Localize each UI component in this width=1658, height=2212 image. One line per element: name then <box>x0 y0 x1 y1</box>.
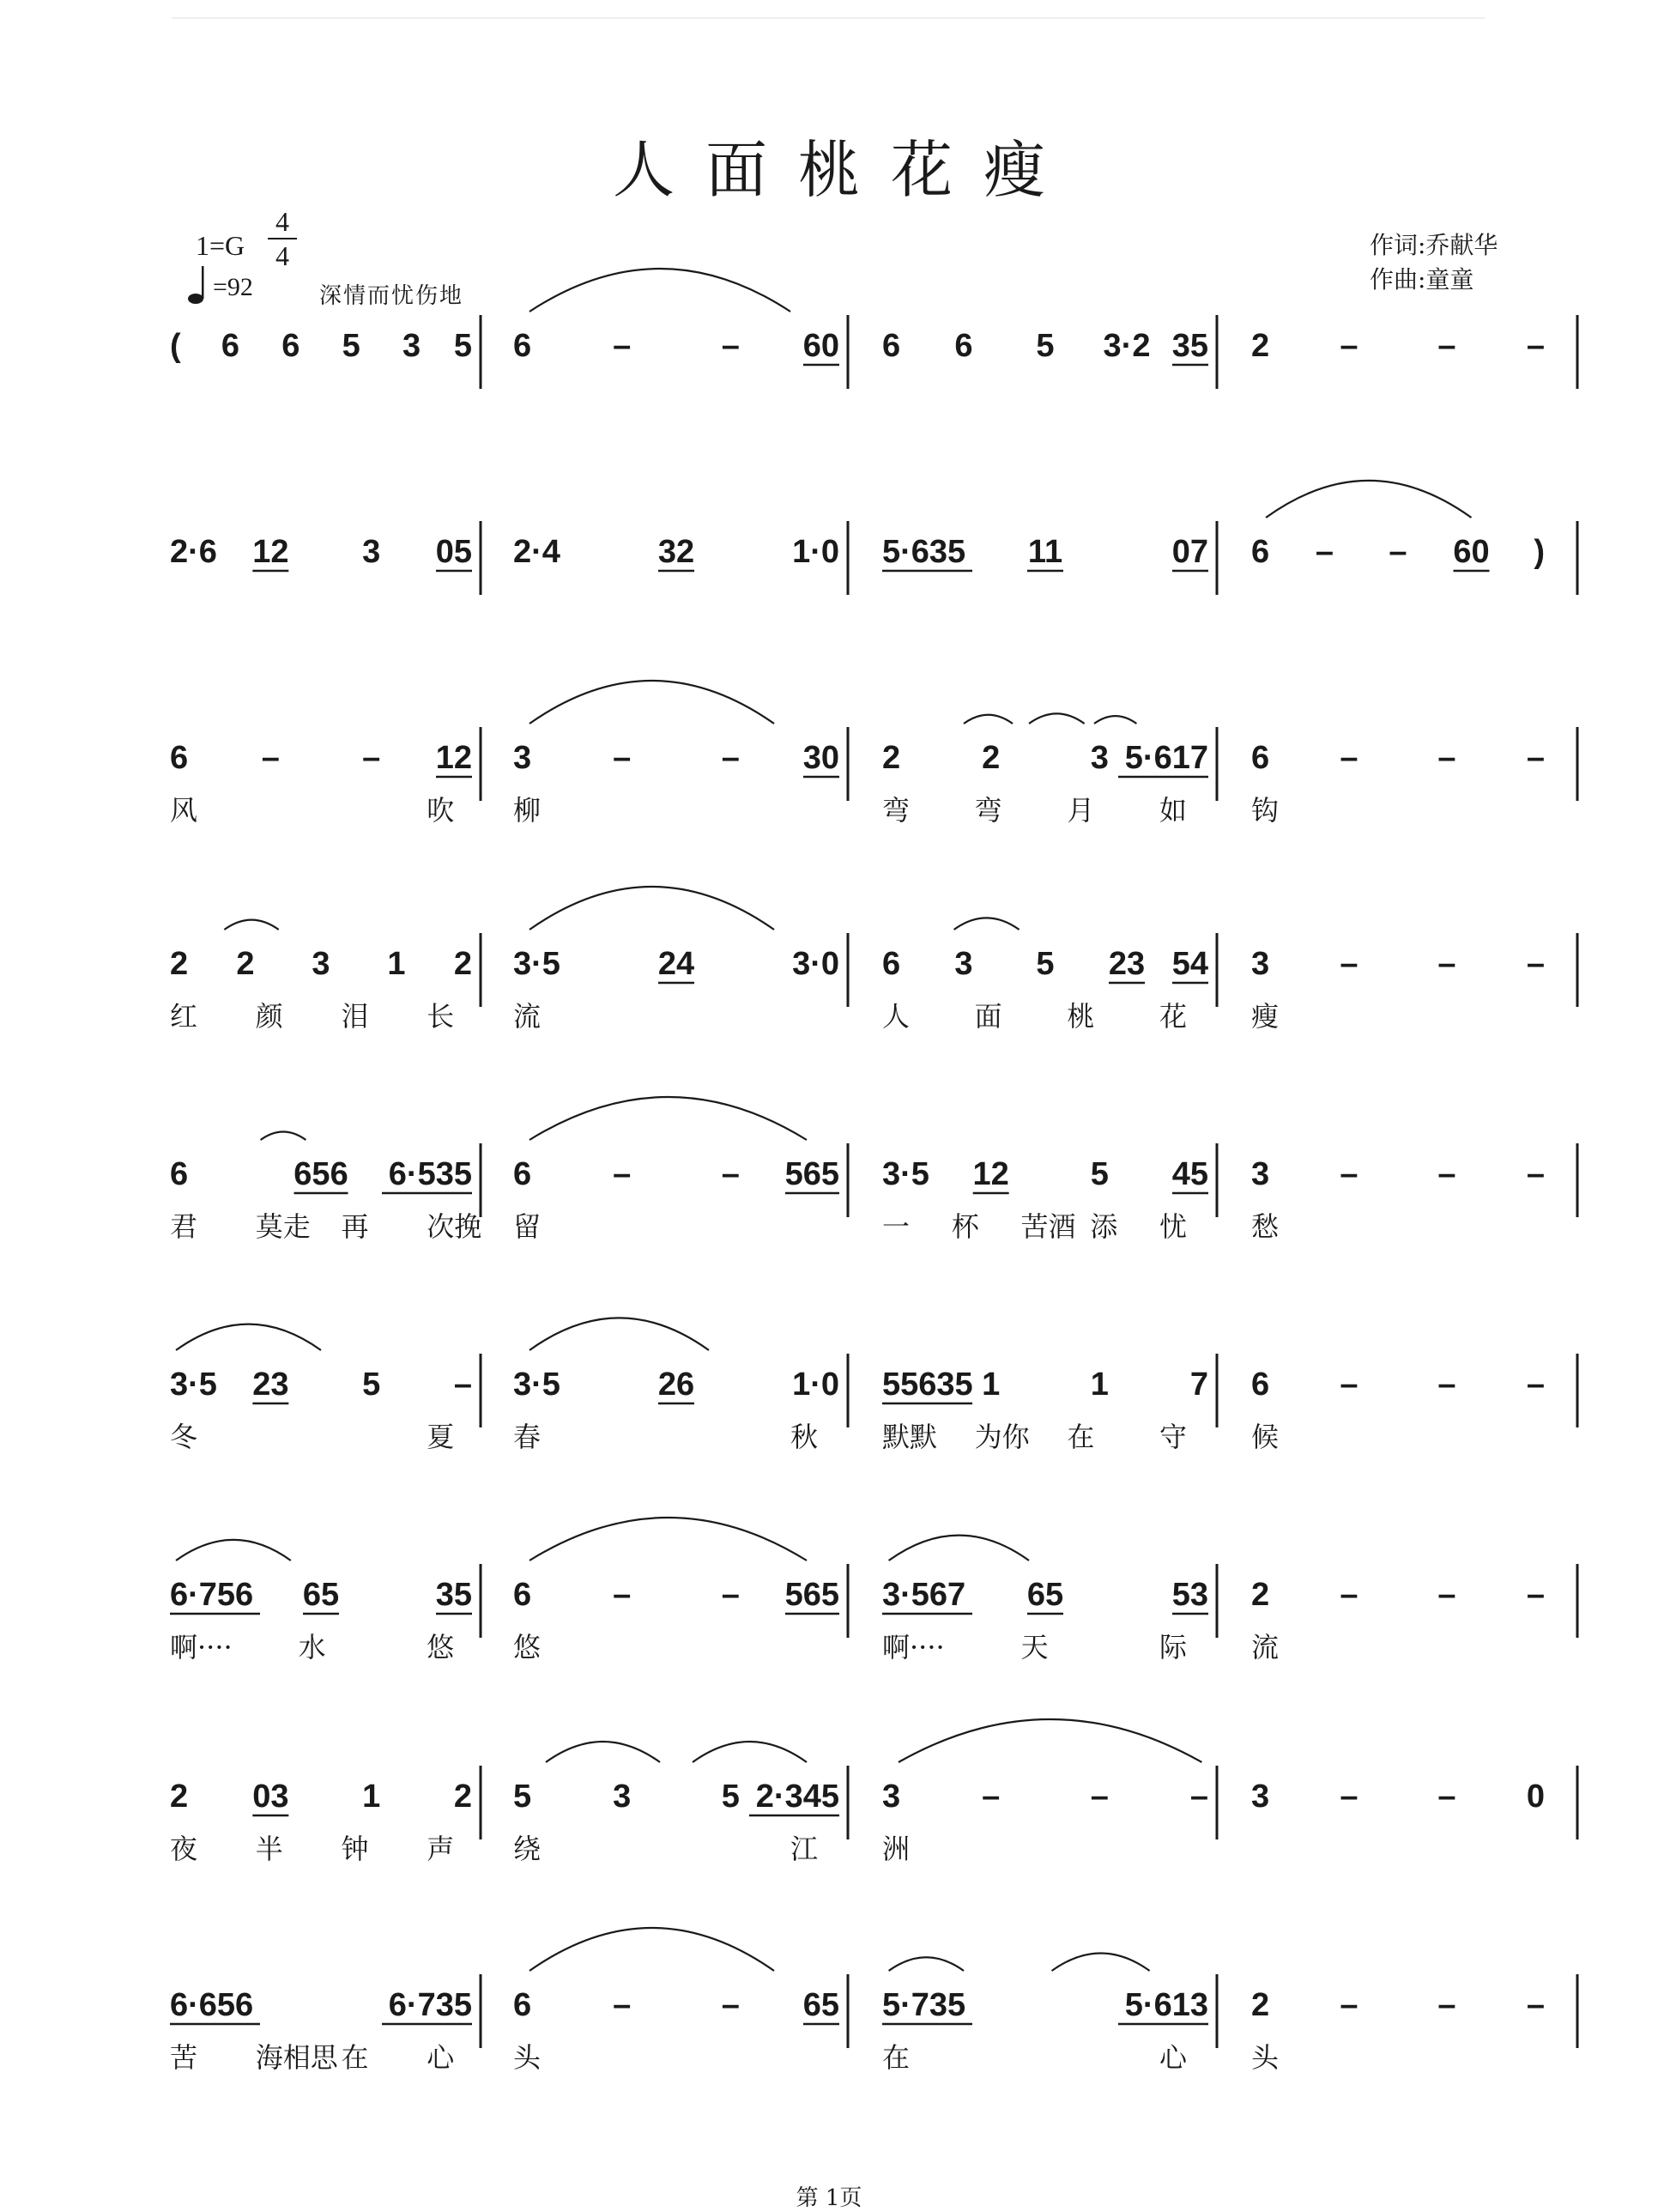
key-signature: 1=G <box>196 230 245 261</box>
note-token: 5 <box>1090 1156 1109 1192</box>
note-token: ) <box>1534 534 1545 570</box>
lyric-syllable: 海相思 <box>255 2041 338 2074</box>
lyric-syllable: 杯 <box>951 1210 979 1243</box>
lyric-syllable: 绕 <box>513 1833 542 1865</box>
note-token: 45 <box>1171 1156 1208 1192</box>
lyric-syllable: 守 <box>1159 1421 1188 1453</box>
note-token: – <box>1340 1577 1358 1613</box>
score-line <box>170 933 1577 1033</box>
lyric-syllable: 弯 <box>882 794 911 827</box>
note-token: – <box>1526 1367 1545 1403</box>
lyric-syllable: 钟 <box>341 1833 369 1865</box>
note-token: 2 <box>1251 1577 1270 1613</box>
note-token: 3 <box>954 946 973 982</box>
note-token: – <box>1437 328 1456 364</box>
score-line <box>170 1974 1577 2074</box>
note-token: – <box>1340 1779 1358 1815</box>
note-token: 1 <box>982 1367 1001 1403</box>
note-token: 6 <box>954 328 973 364</box>
note-token: 6 <box>882 328 901 364</box>
slur <box>1029 713 1085 724</box>
note-token: – <box>1437 1779 1456 1815</box>
lyric-syllable: 柳 <box>513 794 542 827</box>
note-token: – <box>1340 1156 1358 1192</box>
note-token: 1·0 <box>792 534 839 570</box>
note-token: 6 <box>513 1577 532 1613</box>
lyric-syllable: 留 <box>513 1210 542 1243</box>
page-number: 第 1页 <box>796 2185 862 2211</box>
note-token: 6 <box>1251 534 1270 570</box>
note-token: 3·5 <box>882 1156 929 1192</box>
note-token: – <box>721 1156 740 1192</box>
note-token: 6 <box>1251 1367 1270 1403</box>
note-token: 6 <box>281 328 300 364</box>
note-token: 60 <box>802 328 839 364</box>
score-line <box>170 1143 1577 1243</box>
note-token: – <box>1437 1987 1456 2023</box>
note-token: – <box>453 1367 472 1403</box>
note-token: – <box>362 740 381 776</box>
note-token: 35 <box>435 1577 472 1613</box>
note-token: 07 <box>1171 534 1208 570</box>
note-token: 2 <box>1251 1987 1270 2023</box>
lyric-syllable: 头 <box>513 2041 542 2074</box>
note-token: 3 <box>402 328 421 364</box>
lyric-syllable: 候 <box>1251 1421 1280 1453</box>
slur <box>693 1742 807 1762</box>
note-token: – <box>613 1987 632 2023</box>
note-token: – <box>1315 534 1334 570</box>
note-token: 656 <box>293 1156 348 1192</box>
note-token: 32 <box>657 534 695 570</box>
note-token: 3 <box>1090 740 1109 776</box>
note-token: 54 <box>1171 946 1208 982</box>
lyric-syllable: 长 <box>427 1000 455 1033</box>
note-token: 11 <box>1027 534 1063 570</box>
note-token: – <box>613 1156 632 1192</box>
note-token: – <box>1437 1156 1456 1192</box>
lyric-syllable: 愁 <box>1251 1210 1280 1243</box>
note-token: – <box>1526 740 1545 776</box>
lyric-syllable: 月 <box>1067 794 1095 827</box>
note-token: 7 <box>1189 1367 1208 1403</box>
note-token: 3·2 <box>1103 328 1151 364</box>
note-token: 60 <box>1453 534 1490 570</box>
note-token: 6·535 <box>388 1156 472 1192</box>
lyric-syllable: 如 <box>1159 794 1188 827</box>
note-token: 2 <box>236 946 255 982</box>
lyric-syllable: 花 <box>1159 1000 1188 1033</box>
note-token: 5·613 <box>1124 1987 1208 2023</box>
lyric-syllable: 悠 <box>513 1631 542 1664</box>
note-token: 5 <box>362 1367 381 1403</box>
note-token: 35 <box>1171 328 1208 364</box>
note-token: 2 <box>1251 328 1270 364</box>
note-token: 3 <box>362 534 381 570</box>
note-token: 3·5 <box>513 1367 560 1403</box>
slur <box>529 1518 807 1561</box>
note-token: 23 <box>252 1367 289 1403</box>
lyric-syllable: 在 <box>341 2041 369 2074</box>
note-token: 6 <box>170 1156 189 1192</box>
lyric-syllable: 桃 <box>1067 1000 1095 1033</box>
lyric-syllable: 流 <box>1251 1631 1280 1664</box>
note-token: 05 <box>435 534 472 570</box>
note-token: 24 <box>657 946 695 982</box>
note-token: – <box>1437 740 1456 776</box>
lyric-syllable: 弯 <box>974 794 1002 827</box>
lyric-syllable: 夜 <box>170 1833 198 1865</box>
lyric-syllable: 春 <box>513 1421 542 1453</box>
lyric-syllable: 江 <box>790 1833 819 1865</box>
note-token: 3 <box>1251 1156 1270 1192</box>
note-token: 2 <box>170 1779 189 1815</box>
lyric-syllable: 瘦 <box>1251 1000 1280 1033</box>
note-token: ( <box>170 328 181 364</box>
lyric-syllable: 人 <box>882 1000 911 1033</box>
note-token: 5 <box>1036 946 1055 982</box>
note-token: – <box>1340 328 1358 364</box>
note-token: 6 <box>1251 740 1270 776</box>
slur <box>529 1928 774 1971</box>
slur <box>529 1097 807 1140</box>
note-token: 12 <box>435 740 472 776</box>
tempo-value: =92 <box>213 273 253 301</box>
score-line <box>170 1564 1577 1664</box>
note-token: – <box>261 740 280 776</box>
note-token: 2 <box>453 1779 472 1815</box>
note-token: – <box>1437 946 1456 982</box>
slur <box>529 681 774 724</box>
lyric-syllable: 为你 <box>974 1421 1030 1453</box>
note-token: – <box>1090 1779 1109 1815</box>
note-token: 12 <box>972 1156 1009 1192</box>
slur <box>1094 716 1136 724</box>
note-token: – <box>613 328 632 364</box>
note-token: – <box>1526 328 1545 364</box>
slur <box>224 920 278 930</box>
song-title: 人面桃花瘦 <box>612 134 1076 206</box>
note-token: 565 <box>784 1577 839 1613</box>
score-line <box>170 1766 1577 1865</box>
note-token: 6 <box>221 328 239 364</box>
note-token: – <box>1526 1577 1545 1613</box>
note-token: 3 <box>1251 1779 1270 1815</box>
note-token: 5 <box>453 328 472 364</box>
note-token: – <box>1340 1987 1358 2023</box>
score-line <box>170 521 1577 595</box>
lyric-syllable: 心 <box>427 2041 455 2074</box>
note-token: 65 <box>1026 1577 1064 1613</box>
lyric-syllable: 啊···· <box>170 1631 233 1664</box>
slur <box>529 887 774 930</box>
slur <box>529 269 790 312</box>
lyric-syllable: 在 <box>1067 1421 1095 1453</box>
note-token: 1 <box>387 946 406 982</box>
lyric-syllable: 天 <box>1020 1631 1049 1664</box>
note-token: – <box>613 740 632 776</box>
note-token: 3·0 <box>792 946 839 982</box>
slur <box>1052 1953 1150 1971</box>
note-token: 5·617 <box>1124 740 1208 776</box>
note-token: – <box>1340 740 1358 776</box>
note-token: 6·756 <box>170 1577 254 1613</box>
note-token: 2·345 <box>755 1779 839 1815</box>
note-token: 53 <box>1171 1577 1208 1613</box>
expression-marking: 深情而忧伤地 <box>319 283 464 309</box>
lyric-syllable: 悠 <box>427 1631 455 1664</box>
note-token: 3 <box>613 1779 632 1815</box>
note-token: – <box>1526 1987 1545 2023</box>
note-token: 26 <box>657 1367 695 1403</box>
note-token: 6 <box>513 328 532 364</box>
note-token: 03 <box>252 1779 289 1815</box>
score-line <box>170 1354 1577 1453</box>
note-token: 565 <box>784 1156 839 1192</box>
note-token: 5·735 <box>882 1987 966 2023</box>
note-token: 5 <box>1036 328 1055 364</box>
note-token: – <box>982 1779 1001 1815</box>
note-token: 3·567 <box>882 1577 966 1613</box>
note-token: 12 <box>252 534 289 570</box>
lyric-syllable: 一 <box>882 1210 911 1243</box>
time-signature-numerator: 4 <box>275 206 289 237</box>
note-token: – <box>1189 1779 1208 1815</box>
note-token: 6 <box>513 1987 532 2023</box>
lyric-syllable: 秋 <box>790 1421 819 1453</box>
note-token: 3 <box>513 740 532 776</box>
lyric-syllable: 吹 <box>427 794 455 827</box>
lyric-syllable: 夏 <box>427 1421 455 1453</box>
note-token: – <box>721 1577 740 1613</box>
note-token: 3·5 <box>170 1367 217 1403</box>
lyric-syllable: 钩 <box>1251 794 1280 827</box>
note-token: 5·635 <box>882 534 966 570</box>
slur <box>261 1131 306 1140</box>
slur <box>964 715 1013 724</box>
lyric-syllable: 头 <box>1251 2041 1280 2074</box>
note-token: 2·6 <box>170 534 217 570</box>
lyric-syllable: 在 <box>882 2041 911 2074</box>
score-line <box>170 727 1577 827</box>
note-token: 5 <box>721 1779 740 1815</box>
lyric-syllable: 洲 <box>882 1833 911 1865</box>
note-token: 2·4 <box>513 534 560 570</box>
note-token: – <box>1437 1367 1456 1403</box>
slur <box>889 1536 1029 1561</box>
lyric-syllable: 泪 <box>341 1000 369 1033</box>
lyric-syllable: 忧 <box>1159 1210 1188 1243</box>
note-token: – <box>1340 1367 1358 1403</box>
note-token: – <box>721 740 740 776</box>
note-token: 2 <box>982 740 1001 776</box>
note-token: 6 <box>882 946 901 982</box>
slur <box>889 1957 964 1971</box>
lyric-syllable: 声 <box>427 1833 455 1865</box>
note-token: – <box>1526 1156 1545 1192</box>
slur <box>899 1719 1201 1762</box>
note-token: – <box>721 1987 740 2023</box>
note-token: 3 <box>882 1779 901 1815</box>
note-token: 5 <box>513 1779 532 1815</box>
note-token: 1 <box>362 1779 381 1815</box>
lyric-syllable: 君 <box>170 1210 198 1243</box>
note-token: 3 <box>312 946 330 982</box>
lyric-syllable: 心 <box>1159 2041 1188 2074</box>
note-token: – <box>721 328 740 364</box>
lyric-syllable: 颜 <box>255 1000 283 1033</box>
note-token: – <box>1340 946 1358 982</box>
note-token: – <box>613 1577 632 1613</box>
note-token: 55635 <box>882 1367 973 1403</box>
lyric-syllable: 水 <box>298 1631 326 1664</box>
lyric-syllable: 面 <box>974 1000 1002 1033</box>
slur <box>954 918 1020 930</box>
lyric-syllable: 苦酒 <box>1020 1210 1076 1243</box>
note-token: 6 <box>170 740 189 776</box>
slur <box>529 1318 709 1350</box>
note-token: 65 <box>302 1577 340 1613</box>
time-signature-denominator: 4 <box>275 240 289 271</box>
lyric-syllable: 再 <box>341 1210 369 1243</box>
lyric-syllable: 默默 <box>882 1421 938 1453</box>
slur <box>546 1742 660 1762</box>
note-token: 6 <box>513 1156 532 1192</box>
note-token: – <box>1526 946 1545 982</box>
lyric-syllable: 莫走 <box>255 1210 311 1243</box>
slur <box>1266 481 1471 518</box>
lyric-syllable: 啊···· <box>882 1631 945 1664</box>
note-token: 5 <box>342 328 360 364</box>
lyric-syllable: 次挽 <box>427 1210 482 1243</box>
lyric-syllable: 冬 <box>170 1421 198 1453</box>
lyricist-credit: 作词:乔献华 <box>1370 231 1498 259</box>
note-token: 65 <box>802 1987 839 2023</box>
lyric-syllable: 苦 <box>170 2041 198 2074</box>
lyric-syllable: 流 <box>513 1000 542 1033</box>
note-token: 6·735 <box>388 1987 472 2023</box>
note-token: 3·5 <box>513 946 560 982</box>
note-token: 3 <box>1251 946 1270 982</box>
lyric-syllable: 半 <box>255 1833 283 1865</box>
note-token: 0 <box>1526 1779 1545 1815</box>
note-token: 2 <box>882 740 901 776</box>
lyric-syllable: 添 <box>1090 1210 1118 1243</box>
note-token: 1 <box>1090 1367 1109 1403</box>
note-token: 2 <box>453 946 472 982</box>
score-line <box>170 315 1577 389</box>
lyric-syllable: 红 <box>170 1000 198 1033</box>
slur <box>176 1540 291 1561</box>
note-token: 30 <box>802 740 839 776</box>
lyric-syllable: 际 <box>1159 1631 1188 1664</box>
note-token: 23 <box>1108 946 1146 982</box>
slur <box>176 1324 321 1350</box>
lyric-syllable: 风 <box>170 794 198 827</box>
note-token: 1·0 <box>792 1367 839 1403</box>
note-token: – <box>1437 1577 1456 1613</box>
composer-credit: 作曲:童童 <box>1370 265 1474 294</box>
note-token: – <box>1389 534 1407 570</box>
note-token: 6·656 <box>170 1987 254 2023</box>
note-token: 2 <box>170 946 189 982</box>
